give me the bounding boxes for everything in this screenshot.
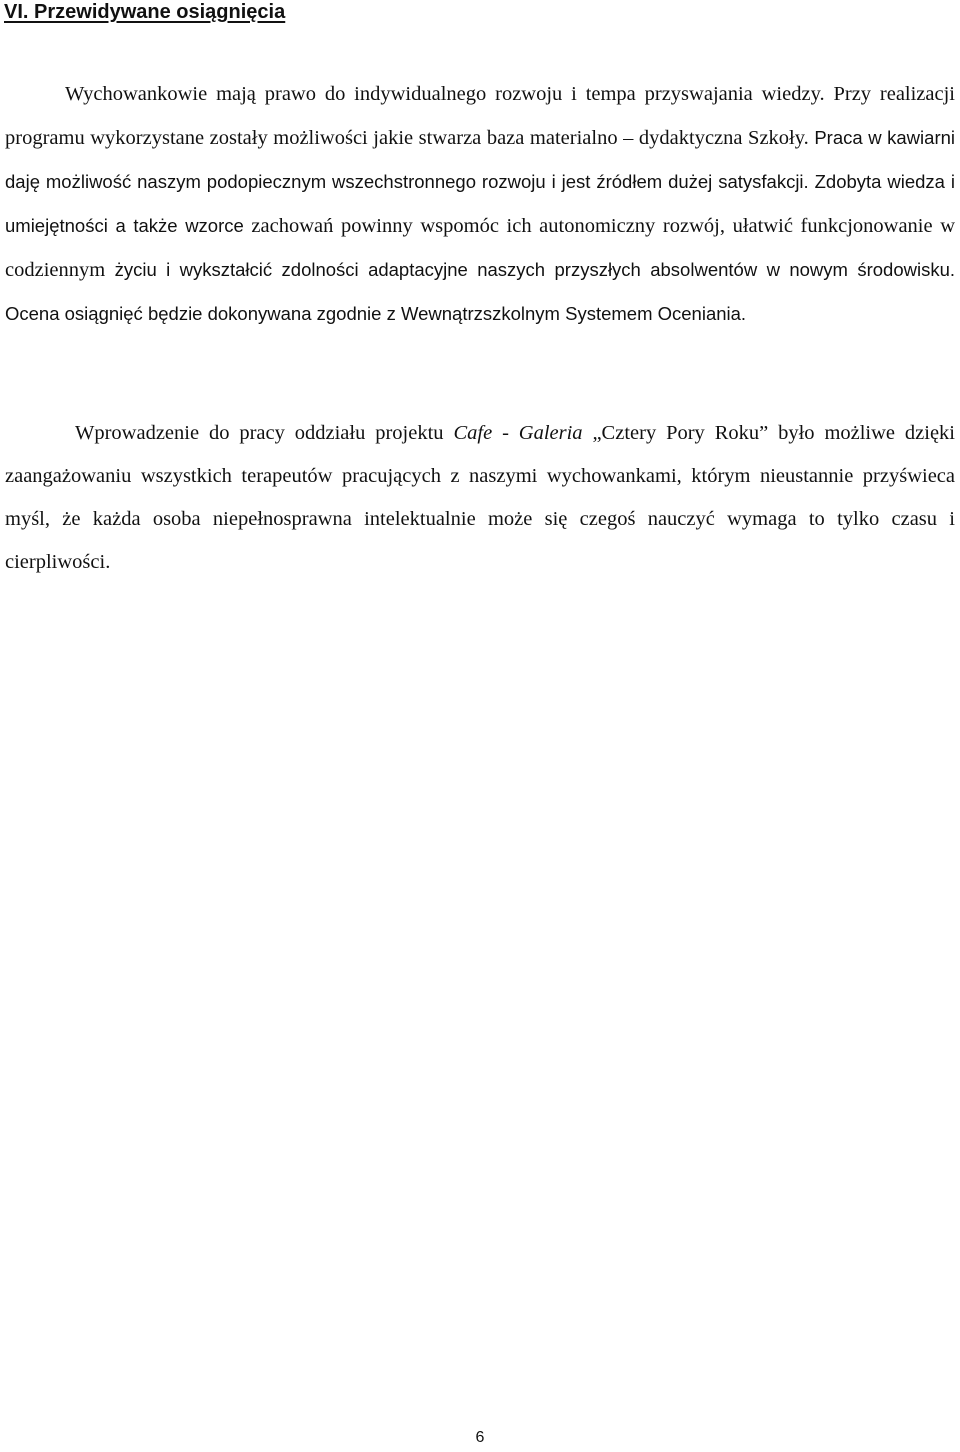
paragraph-2-pre: Wprowadzenie do pracy oddziału projektu xyxy=(75,422,444,444)
paragraph-achievements xyxy=(5,73,955,336)
project-name-cafe: Cafe xyxy=(453,422,493,444)
paragraph-1-segment-4: życiu i wykształcić zdolności adaptacyjne naszych przyszłych absolwentów w nowym środowisku. Ocena osiągnięć będzie dokonywana zgodnie z Wewnątrzszkolnym Systemem Oceniania. xyxy=(5,259,956,324)
paragraph-project xyxy=(5,412,955,584)
paragraph-1-segment-2: Praca w kawiarni daję możliwość naszym podopiecznym wszechstronnego rozwoju i jest źródłem dużej satysfakcji. Zdobyta wiedza i umiejętności a także wzorce xyxy=(5,127,956,236)
paragraph-2-post: „Cztery Pory Roku” było możliwe dzięki zaangażowaniu wszystkich terapeutów pracujących z naszymi wychowankami, którym nieustannie przyświeca myśl, że każda osoba niepełnosprawna intelektualnie może się czegoś nauczyć wymaga to tylko czasu i cierpliwości. xyxy=(5,422,956,573)
project-name-galeria: Galeria xyxy=(518,422,583,444)
project-name-dash: - xyxy=(502,422,509,444)
paragraph-1-segment-3: zachowań powinny wspomóc ich autonomiczny rozwój, ułatwić funkcjonowanie w codziennym xyxy=(5,215,956,281)
paragraph-1-segment-1: Wychowankowie mają prawo do indywidualnego rozwoju i tempa przyswajania wiedzy. Przy realizacji programu wykorzystane zostały możliwości jakie stwarza baza materialno – dydaktyczna Szkoły. xyxy=(5,83,955,149)
page-number: 6 xyxy=(475,1429,485,1446)
section-heading: VI. Przewidywane osiągnięcia xyxy=(4,1,286,23)
